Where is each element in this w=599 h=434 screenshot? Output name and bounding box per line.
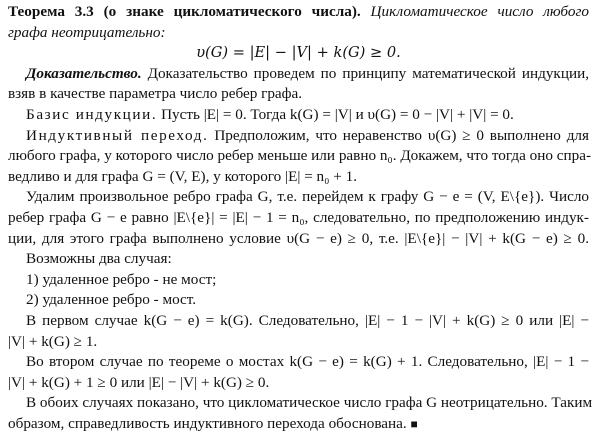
theorem-statement-1: Цикломатическое число любого <box>360 3 589 20</box>
proof-line-6: ведливо и для графа G = (V, E), у которого |E| = n₀ + 1. <box>8 167 357 185</box>
proof-line-1: Доказательство. Доказательство проведем по принципу математической индукции, <box>26 64 589 82</box>
second-case-line-2: |V| + k(G) + 1 ≥ 0 или |E| − |V| + k(G) ≥ 0. <box>8 373 270 391</box>
theorem-heading: Теорема 3.3 (о знаке цикломатического числа). <box>8 3 361 20</box>
conclusion-line-1: В обоих случаях показано, что цикломатическое число графа G неотрицательно. Таким <box>26 394 593 412</box>
inductive-step-line: Индуктивный переход. Предположим, что неравенство υ(G) ≥ 0 выполнено для <box>26 126 589 144</box>
first-case-line-1: В первом случае k(G − e) = k(G). Следовательно, |E| − 1 − |V| + k(G) ≥ 0 или |E| − <box>26 311 589 329</box>
second-case-line-1: Во втором случае по теореме о мостах k(G − e) = k(G) + 1. Следовательно, |E| − 1 − <box>26 353 589 371</box>
proof-line-2: взяв в качестве параметра число ребер графа. <box>8 85 303 103</box>
proof-line-9: ции, для этого графа выполнено условие υ(G − e) ≥ 0, т.е. |E\{e}| − |V| + k(G − e) ≥ 0. <box>8 229 589 247</box>
theorem-line-1 <box>8 2 589 23</box>
proof-line-8: ребер графа G − e равно |E\{e}| = |E| − 1 = n₀, следовательно, по предположению индук- <box>8 208 589 226</box>
theorem-statement-2: графа неотрицательно: <box>8 23 166 41</box>
base-case-label: Базис индукции. <box>26 105 158 123</box>
case-2: 2) удаленное ребро - мост. <box>26 291 197 309</box>
inductive-step-label: Индуктивный переход. <box>26 126 209 144</box>
first-case-line-2: |V| + k(G) ≥ 1. <box>8 332 98 350</box>
case-1: 1) удаленное ребро - не мост; <box>26 270 217 288</box>
conclusion-line-2: образом, справедливость индуктивного перехода обоснована. ■ <box>8 414 418 432</box>
base-case-line: Базис индукции. Пусть |E| = 0. Тогда k(G) = |V| и υ(G) = 0 − |V| + |V| = 0. <box>26 105 514 123</box>
qed-mark: ■ <box>410 416 418 431</box>
theorem-formula: υ(G) = |E| − |V| + k(G) ≥ 0. <box>196 44 401 62</box>
proof-line-7: Удалим произвольное ребро графа G, т.е. перейдем к графу G − e = (V, E\{e}). Число <box>26 188 589 206</box>
proof-line-5: любого графа, у которого число ребер меньше или равно n₀. Докажем, что тогда оно спра- <box>8 147 592 165</box>
proof-label: Доказательство. <box>26 64 142 82</box>
cases-intro: Возможны два случая: <box>26 250 172 268</box>
theorem-line-2 <box>8 23 589 44</box>
